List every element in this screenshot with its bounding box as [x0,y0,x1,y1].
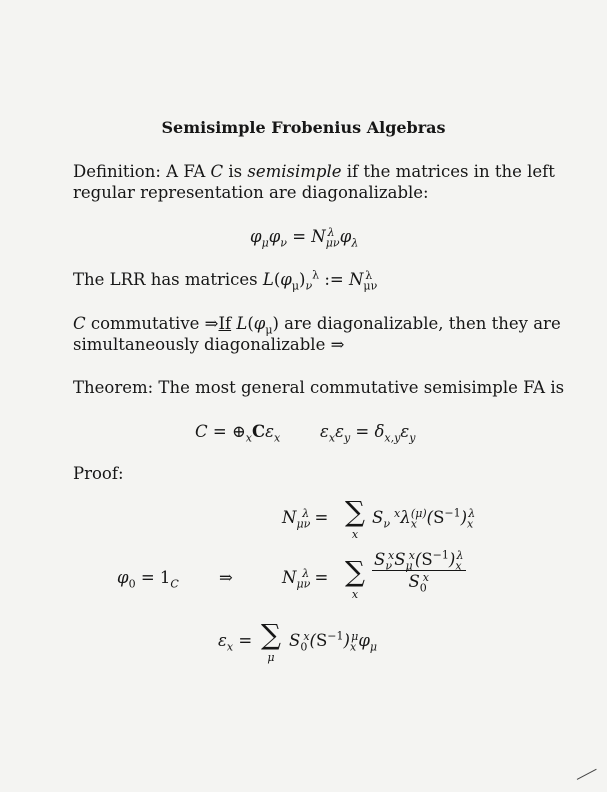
proof-label: Proof: [73,464,124,483]
commutative-text: commutative [85,314,205,333]
fraction-numerator: $S_\nu^xS_\mu^x(S^{-1})_x^\lambda$ [374,548,464,573]
sigma-symbol: ∑ [345,495,365,528]
page-corner-mark [577,769,603,792]
commutative-line-2: simultaneously diagonalizable ⇒ [73,335,345,354]
equation-verlinde-2-fraction [372,550,466,593]
equation-idempotent-lhs: $\varepsilon_x$ = [218,631,253,654]
page-title: Semisimple Frobenius Algebras [161,118,446,137]
summation-mu [256,618,286,664]
equation-decomposition: $C = \oplus_xC\varepsilon_x$ [195,422,281,445]
lrr-matrix-expression: $L(\varphi_\mu)$ [236,314,279,337]
if-word: If [218,314,232,333]
summation-index: x [351,588,359,601]
definition-prefix: Definition: A FA [73,162,211,181]
lrr-line [73,268,378,293]
sigma-symbol: ∑ [261,618,281,651]
definition-suffix: if the matrices in the left [341,162,555,181]
definition-is: is [223,162,248,181]
equation-idempotents: $\varepsilon_x\varepsilon_y = \delta_{x,y}\varepsilon_y$ [320,422,416,445]
lrr-matrix-expression: L [262,270,274,289]
semisimple-emphasis: semisimple [247,162,342,181]
summation-index: μ [267,651,275,664]
lrr-text: The LRR has matrices [73,270,263,289]
equation-verlinde-2-lhs: $N_{\mu\nu}^\lambda$ = [282,566,329,591]
equation-idempotent-rhs: $S_0^x(S^{-1})_x^\mu\varphi_\mu$ [289,629,378,654]
summation-index: x [351,528,359,541]
commutative-text-b: are diagonalizable, then they are [278,314,561,333]
equation-verlinde-1-lhs: $N_{\mu\nu}^\lambda$ = [282,506,329,531]
summation-x-2 [340,555,370,601]
implies-arrow-2: ⇒ [219,568,233,587]
unit-relation: $\varphi_0 = 1_C$ [117,568,179,591]
algebra-symbol: C [210,162,224,181]
implies-arrow: ⇒ [204,314,219,333]
fraction [372,550,466,593]
commutative-line-1 [73,314,561,337]
equation-product: $\varphi_\mu\varphi_\nu = N_{\mu\nu}^\lambda$ $\varphi_\lambda$ [250,225,359,250]
algebra-symbol: C [73,314,86,333]
sigma-symbol: ∑ [345,555,365,588]
theorem-line: Theorem: The most general commutative semisimple FA is [73,378,565,397]
lrr-matrix-args: $(\varphi_\mu)_\nu^\lambda$ := $N_{\mu\nu}^\lambda$ [273,268,378,293]
fraction-denominator: $S_0^x$ [408,570,430,595]
definition-line-2: regular representation are diagonalizable: [73,183,429,202]
summation-x-1 [340,495,370,541]
equation-verlinde-1-rhs: $S_\nu^x\lambda_x^{(\mu)}(S^{-1})_x^\lambda$ [372,506,476,531]
definition-line-1 [73,162,555,182]
